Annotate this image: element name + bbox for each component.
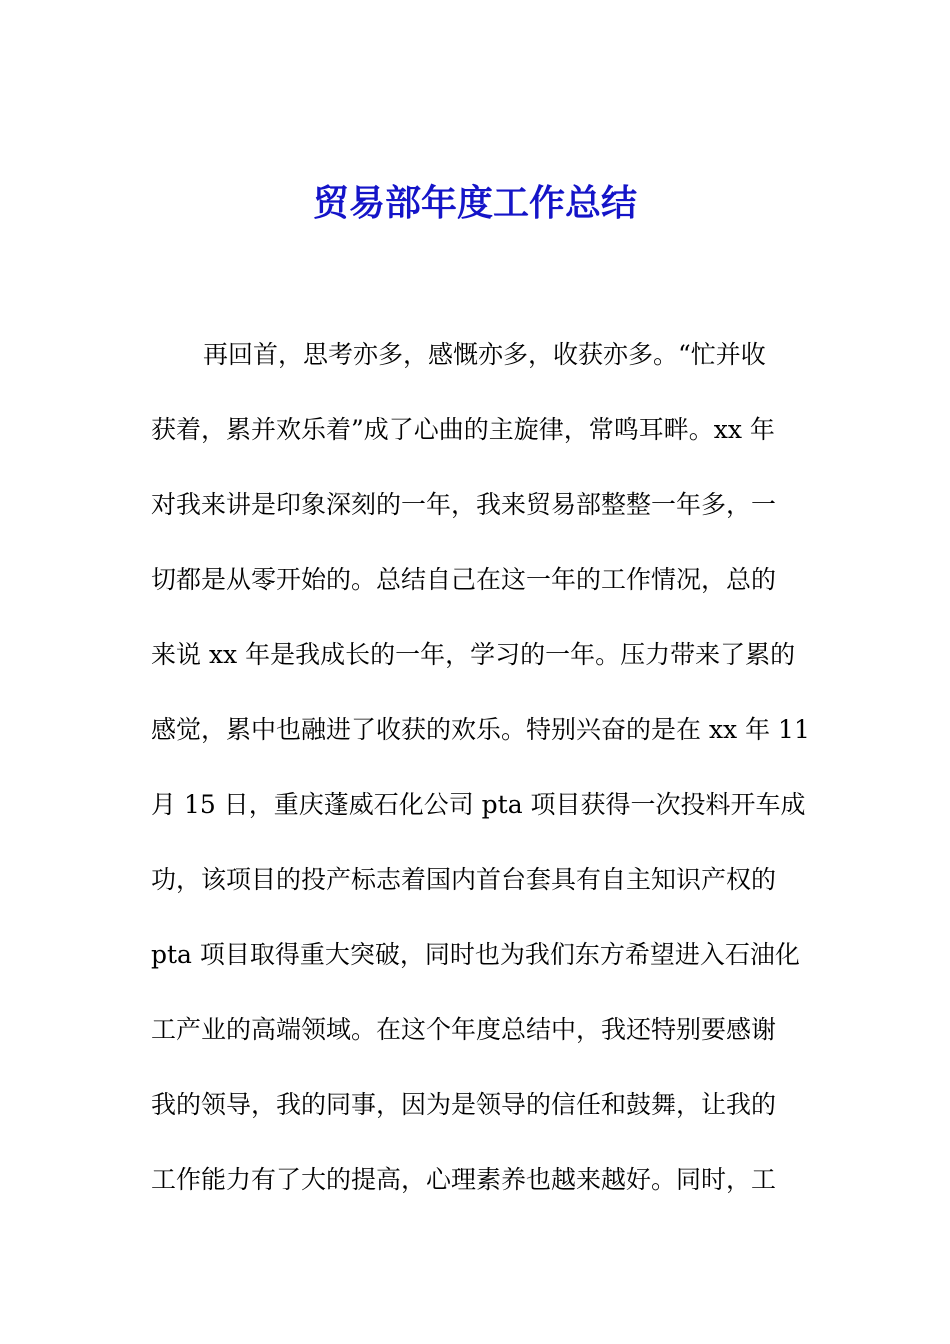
paragraph-line: 获着，累并欢乐着”成了心曲的主旋律，常鸣耳畔。xx 年 <box>151 415 775 444</box>
paragraph-line: 来说 xx 年是我成长的一年，学习的一年。压力带来了累的 <box>151 640 796 669</box>
paragraph-line: 工产业的高端领域。在这个年度总结中，我还特别要感谢 <box>151 1015 777 1044</box>
paragraph-line: 我的领导，我的同事，因为是领导的信任和鼓舞，让我的 <box>151 1090 777 1119</box>
paragraph-line: 工作能力有了大的提高，心理素养也越来越好。同时，工 <box>151 1165 777 1194</box>
paragraph-line: 再回首，思考亦多，感慨亦多，收获亦多。“忙并收 <box>203 340 766 369</box>
paragraph-line: 月 15 日，重庆蓬威石化公司 pta 项目获得一次投料开车成 <box>151 790 806 819</box>
document-body <box>151 330 811 1230</box>
paragraph-line: 对我来讲是印象深刻的一年，我来贸易部整整一年多，一 <box>151 490 777 519</box>
paragraph-line: 感觉，累中也融进了收获的欢乐。特别兴奋的是在 xx 年 11 <box>151 715 810 744</box>
paragraph-line: pta 项目取得重大突破，同时也为我们东方希望进入石油化 <box>151 940 800 969</box>
paragraph-line: 功，该项目的投产标志着国内首台套具有自主知识产权的 <box>151 865 777 894</box>
paragraph-line: 切都是从零开始的。总结自己在这一年的工作情况，总的 <box>151 565 777 594</box>
document-title: 贸易部年度工作总结 <box>312 182 637 224</box>
